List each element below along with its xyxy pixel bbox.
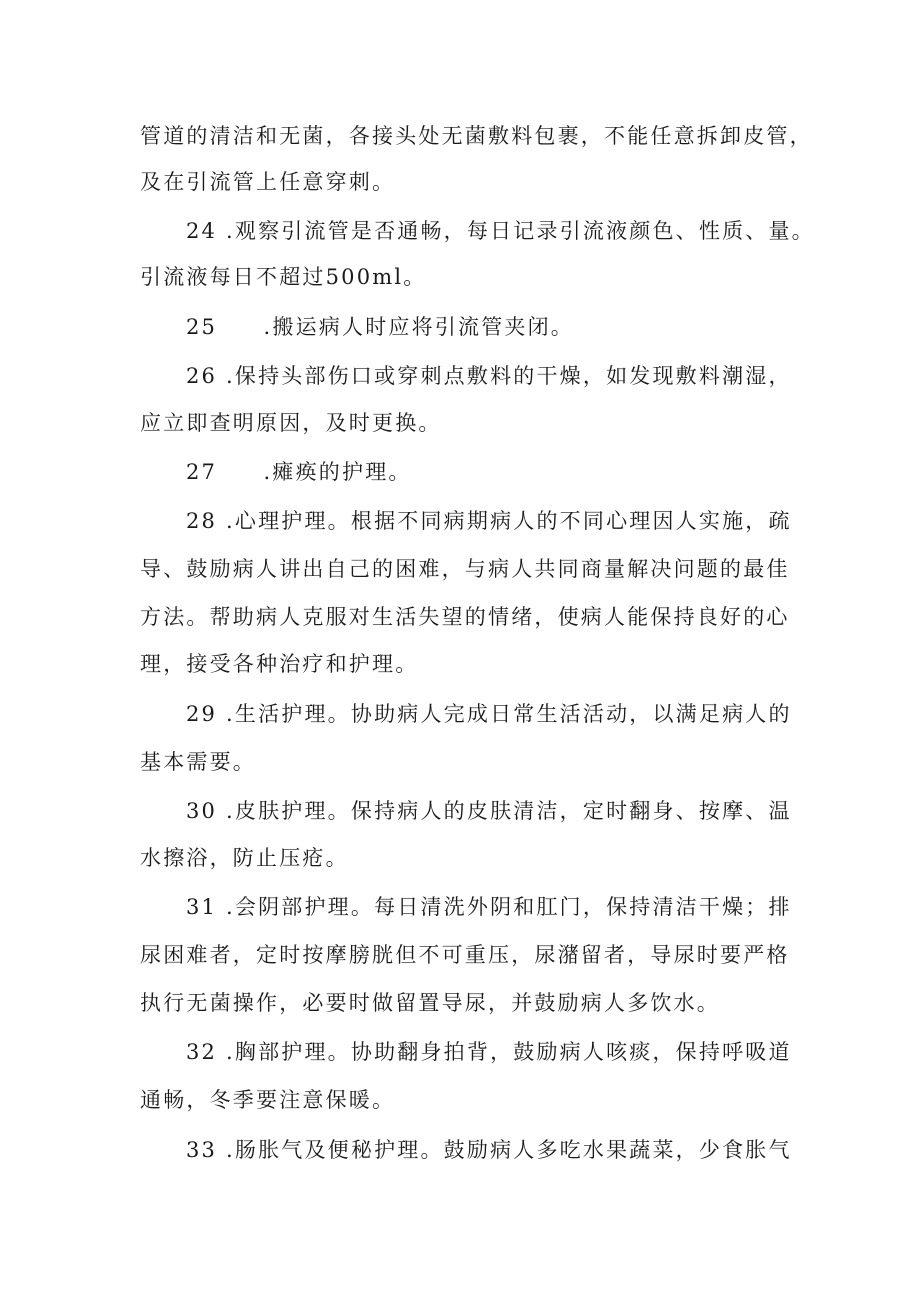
list-item-26: 26 .保持头部伤口或穿刺点敷料的干燥，如发现敷料潮湿， [186, 364, 792, 388]
list-item-25: 25 .搬运病人时应将引流管夹闭。 [186, 315, 574, 339]
text-line: 水擦浴，防止压疮。 [140, 846, 349, 870]
list-item-32: 32 .胸部护理。协助翻身拍背，鼓励病人咳痰，保持呼吸道 [186, 1040, 792, 1064]
list-item-29: 29 .生活护理。协助病人完成日常生活活动，以满足病人的 [186, 702, 792, 726]
text-line: 通畅，冬季要注意保暖。 [140, 1088, 396, 1112]
text-line: 基本需要。 [140, 750, 256, 774]
text-line: 及在引流管上任意穿刺。 [140, 170, 396, 194]
text-line: 管道的清洁和无菌，各接头处无菌敷料包裹，不能任意拆卸皮管， [140, 124, 813, 148]
list-item-24: 24 .观察引流管是否通畅，每日记录引流液颜色、性质、量。 [186, 219, 815, 243]
list-item-30: 30 .皮肤护理。保持病人的皮肤清洁，定时翻身、按摩、温 [186, 799, 792, 823]
text-line: 导、鼓励病人讲出自己的困难，与病人共同商量解决问题的最佳 [140, 557, 790, 581]
list-item-31: 31 .会阴部护理。每日清洗外阴和肛门，保持清洁干燥；排 [186, 895, 792, 919]
text-line: 应立即查明原因，及时更换。 [140, 411, 442, 435]
text-line: 引流液每日不超过500ml。 [140, 265, 427, 289]
text-line: 尿困难者，定时按摩膀胱但不可重压，尿潴留者，导尿时要严格 [140, 943, 790, 967]
text-line: 方法。帮助病人克服对生活失望的情绪，使病人能保持良好的心 [140, 605, 790, 629]
list-item-27: 27 .瘫痪的护理。 [186, 460, 412, 484]
list-item-28: 28 .心理护理。根据不同病期病人的不同心理因人实施，疏 [186, 509, 792, 533]
text-line: 理，接受各种治疗和护理。 [140, 652, 419, 676]
list-item-33: 33 .肠胀气及便秘护理。鼓励病人多吃水果蔬菜，少食胀气 [186, 1138, 792, 1162]
text-line: 执行无菌操作，必要时做留置导尿，并鼓励病人多饮水。 [140, 991, 720, 1015]
